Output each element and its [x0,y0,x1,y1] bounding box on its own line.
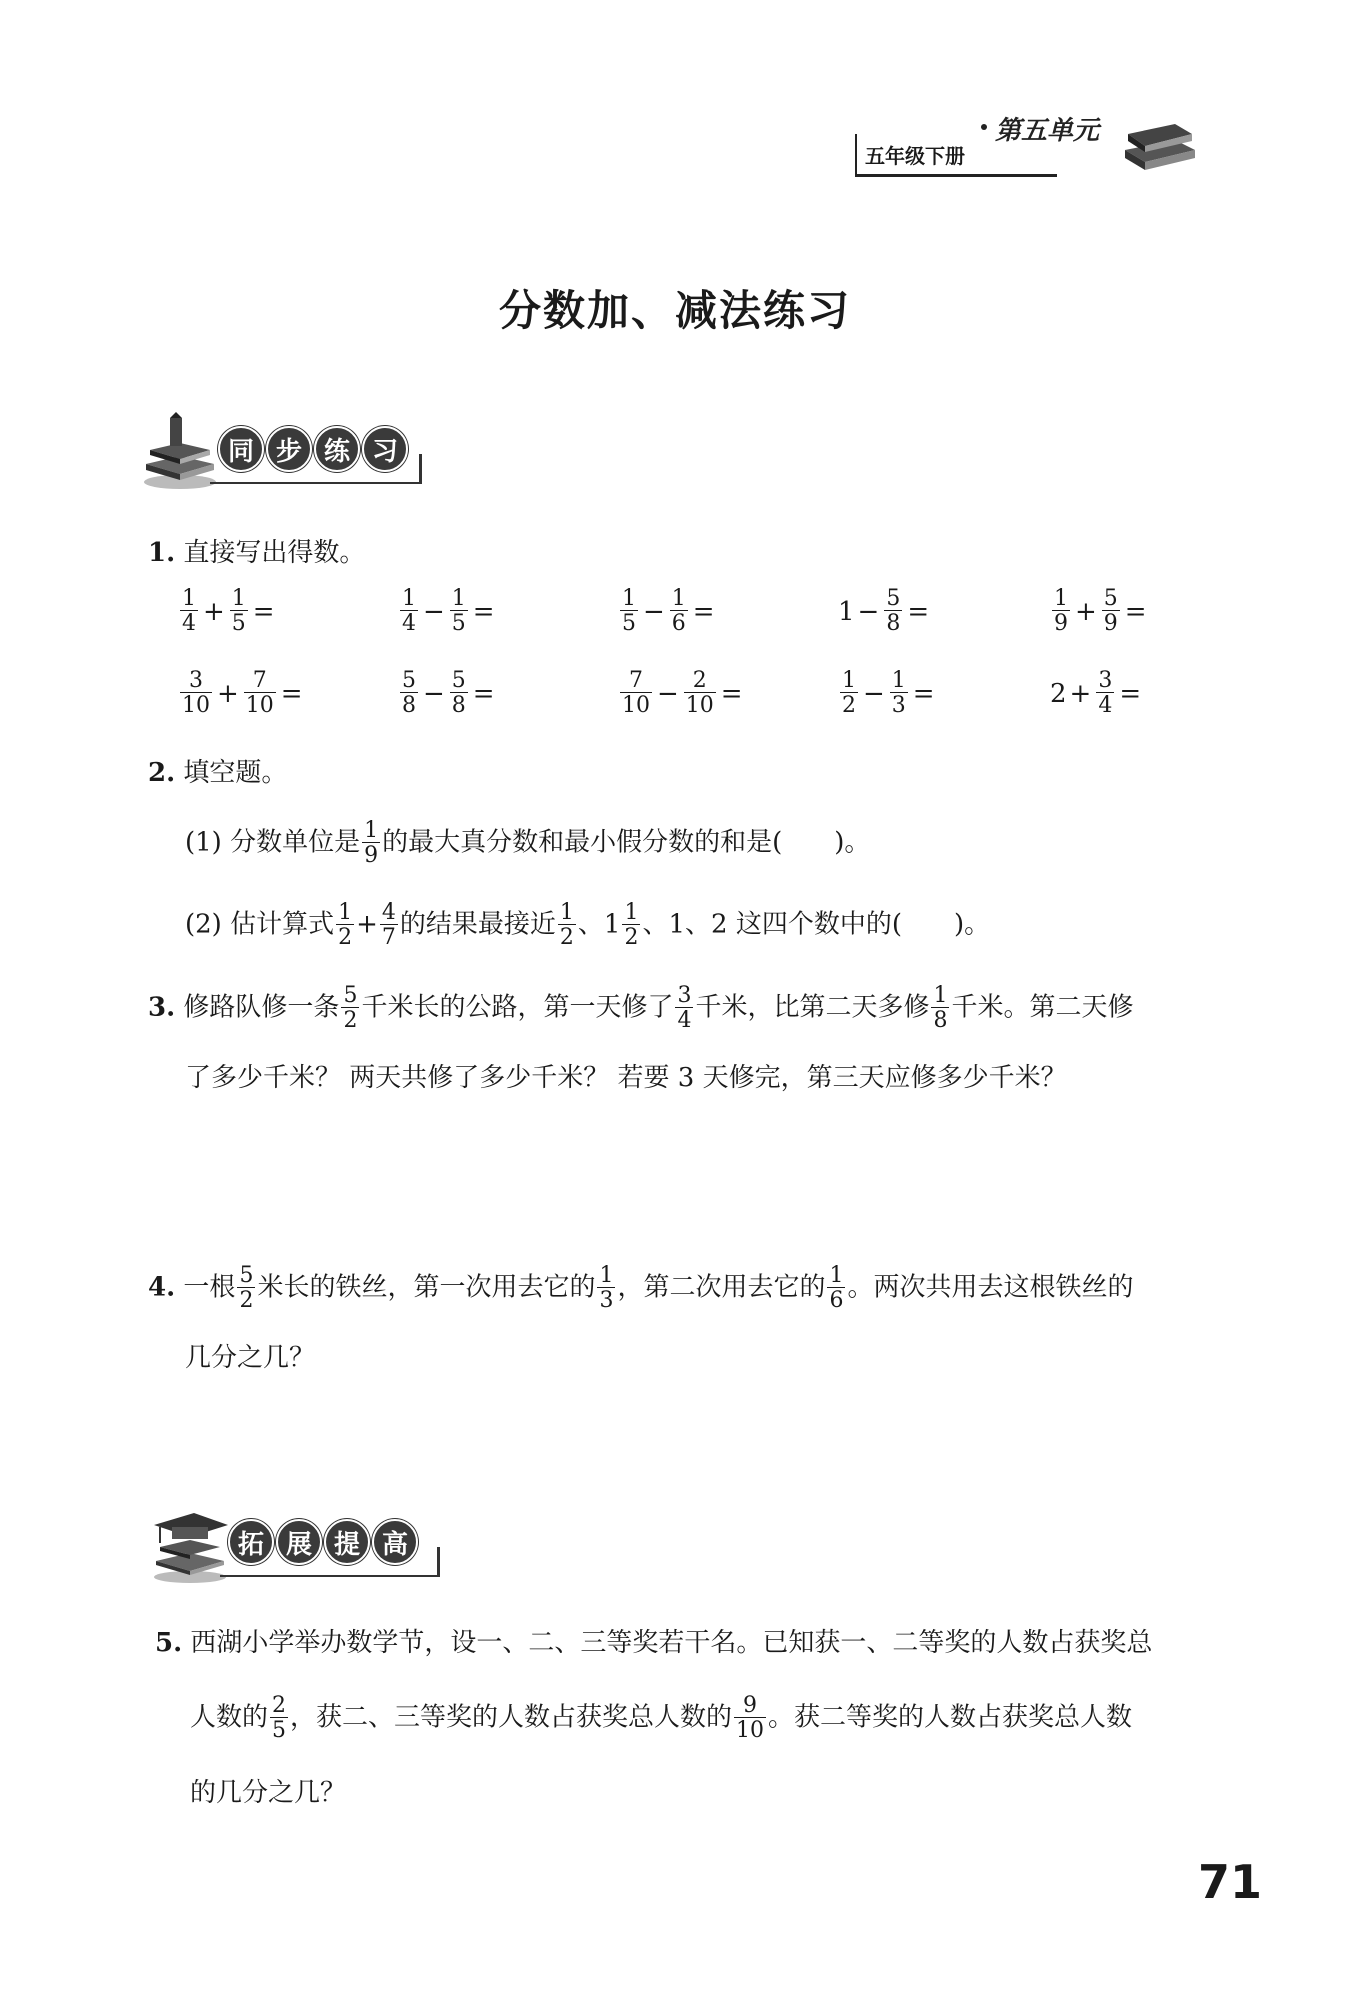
question-5-line-3: 的几分之几？ [190,1778,347,1808]
book-stack-icon [140,412,220,492]
expression-2-2: $\frac{5}{8}$ − $\frac{5}{8}$ = [402,668,495,718]
expression-2-1: $\frac{3}{10}$ + $\frac{7}{10}$ = [182,668,303,718]
expression-1-3: $\frac{1}{5}$ − $\frac{1}{6}$ = [622,586,715,636]
question-3-line-2: 了多少千米？ 两天共修了多少千米？ 若要 3 天修完，第三天应修多少千米？ [185,1063,1067,1093]
expression-1-2: $\frac{1}{4}$ − $\frac{1}{5}$ = [402,586,495,636]
books-icon [1120,110,1200,180]
question-4-line-2: 几分之几？ [185,1343,316,1373]
question-2-part-1: (1) 分数单位是 $\frac{1}{9}$ 的最大真分数和最小假分数的和是( )。 [185,818,871,868]
question-2-part-2: (2) 估计算式 $\frac{1}{2}$ + $\frac{4}{7}$ 的结果最接近 $\frac{1}{2}$ 、1 $\frac{1}{2}$ 、1、2 这四个数中的( )。 [185,900,991,950]
section-title-extend: 拓 展 提 高 [228,1519,418,1565]
expression-1-4: 1 − $\frac{5}{8}$ = [838,586,930,636]
page-number: 71 [1197,1855,1262,1909]
expression-2-4: $\frac{1}{2}$ − $\frac{1}{3}$ = [842,668,935,718]
graduation-cap-icon [150,1505,230,1585]
unit-label: 第五单元 [995,116,1100,146]
question-4: 4. 一根 $\frac{5}{2}$ 米长的铁丝，第一次用去它的 $\frac{1}{3}$ ，第二次用去它的 $\frac{1}{6}$ 。两次共用去这根铁丝的 [148,1263,1134,1313]
question-1: 1. 直接写出得数。 [148,538,366,568]
question-5: 5. 西湖小学举办数学节，设一、二、三等奖若干名。已知获一、二等奖的人数占获奖总 [155,1628,1153,1658]
question-2: 2. 填空题。 [148,758,288,788]
page-title: 分数加、减法练习 [498,286,851,335]
grade-label: 五年级下册 [865,144,965,168]
expression-1-5: $\frac{1}{9}$ + $\frac{5}{9}$ = [1054,586,1147,636]
expression-1-1: $\frac{1}{4}$ + $\frac{1}{5}$ = [182,586,275,636]
section-banner-extend [150,1505,440,1585]
question-3: 3. 修路队修一条 $\frac{5}{2}$ 千米长的公路，第一天修了 $\frac{3}{4}$ 千米，比第二天多修 $\frac{1}{8}$ 千米。第二天修 [148,983,1134,1033]
section-title-sync: 同 步 练 习 [218,426,408,472]
question-5-line-2: 人数的 $\frac{2}{5}$ ，获二、三等奖的人数占获奖总人数的 $\frac{9}{10}$ 。获二等奖的人数占获奖总人数 [190,1693,1133,1743]
unit-header [855,110,1195,180]
expression-2-3: $\frac{7}{10}$ − $\frac{2}{10}$ = [622,668,743,718]
header-dot [981,124,987,130]
expression-2-5: 2 + $\frac{3}{4}$ = [1050,668,1142,718]
section-banner-sync [140,412,422,492]
